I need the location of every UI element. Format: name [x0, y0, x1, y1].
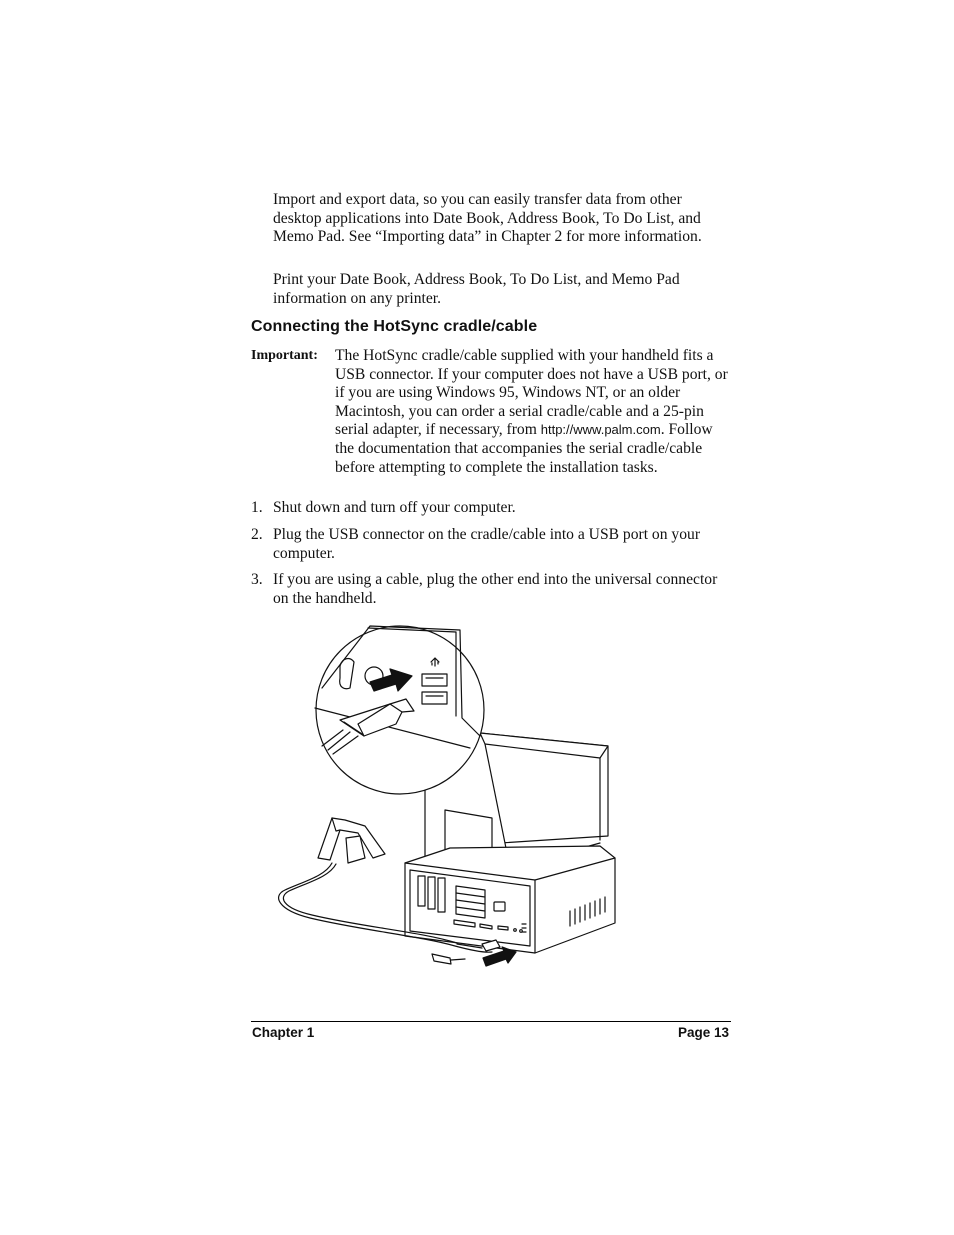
import-export-paragraph: Import and export data, so you can easily transfer data from other desktop applications into Date Book, Address Book, To Do List, and Memo Pad. See “Importing data” in Chapter 2 for more information.: [273, 191, 702, 246]
footer-page-number: Page 13: [677, 1025, 729, 1040]
cradle-icon: [318, 818, 385, 863]
important-label: Important:: [251, 348, 318, 363]
important-note: [335, 347, 735, 477]
computer-case-icon: [405, 846, 615, 953]
step-text: If you are using a cable, plug the other end into the universal connector on the handheld.: [273, 571, 718, 607]
palm-url-link[interactable]: http://www.palm.com: [540, 422, 661, 438]
step-text: Shut down and turn off your computer.: [273, 499, 516, 516]
section-heading: Connecting the HotSync cradle/cable: [251, 318, 538, 335]
magnified-usb-port-icon: [315, 626, 484, 794]
step-number: 1.: [251, 499, 263, 516]
footer-chapter: Chapter 1: [252, 1025, 315, 1040]
step-text: Plug the USB connector on the cradle/cable into a USB port on your computer.: [273, 526, 701, 562]
print-paragraph: Print your Date Book, Address Book, To Do List, and Memo Pad information on any printer.: [273, 271, 680, 307]
important-text-after-url: . Follow the documentation that accompanies the serial cradle/cable before attempting to complete the installation tasks.: [335, 421, 713, 476]
step-number: 3.: [251, 571, 263, 588]
footer-divider: [251, 1021, 731, 1022]
step-number: 2.: [251, 526, 263, 543]
important-text-before-url: The HotSync cradle/cable supplied with your handheld fits a USB connector. If your computer does not have a USB port, or if you are using Windows 95, Windows NT, or an older Macintosh, you can order a serial cradle/cable and a 25-pin serial adapter, if necessary, from: [335, 347, 728, 439]
usb-connection-illustration: [270, 618, 630, 983]
